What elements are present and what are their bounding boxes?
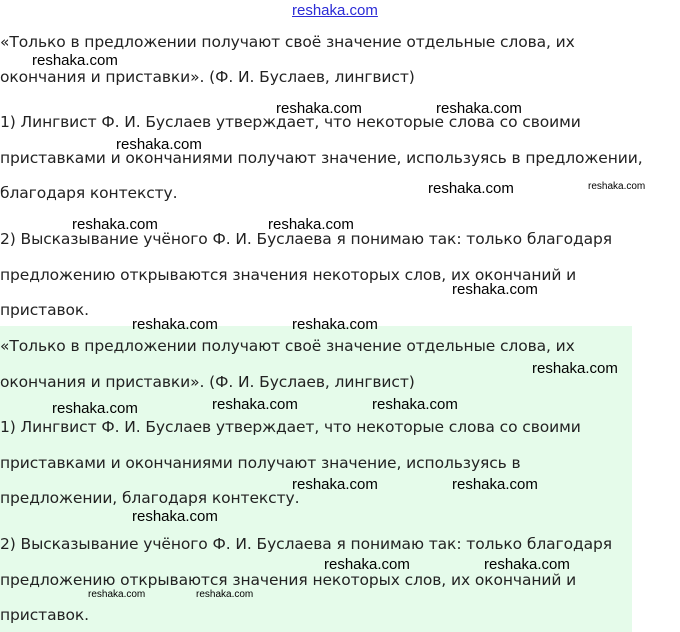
hl-quote-line-1: «Только в предложении получают своё значение отдельные слова, их (0, 337, 575, 355)
watermark: reshaka.com (292, 476, 378, 493)
hl-paragraph-2-line-3: приставок. (0, 606, 90, 624)
paragraph-2-line-1: 2) Высказывание учёного Ф. И. Буслаева я понимаю так: только благодаря (0, 230, 612, 248)
hl-paragraph-2-line-1: 2) Высказывание учёного Ф. И. Буслаева я понимаю так: только благодаря (0, 535, 612, 553)
paragraph-2-line-3: приставок. (0, 301, 90, 319)
watermark: reshaka.com (132, 508, 218, 525)
watermark: reshaka.com (268, 216, 354, 233)
watermark: reshaka.com (116, 136, 202, 153)
hl-paragraph-1-line-2: приставками и окончаниями получают значение, используясь в (0, 454, 521, 472)
paragraph-2-line-2: предложению открываются значения некоторых слов, их окончаний и (0, 266, 577, 284)
watermark: reshaka.com (588, 181, 646, 192)
hl-paragraph-1-line-3: предложении, благодаря контексту. (0, 489, 300, 507)
watermark: reshaka.com (452, 281, 538, 298)
watermark: reshaka.com (292, 316, 378, 333)
site-link[interactable]: reshaka.com (292, 2, 378, 19)
hl-paragraph-1-line-1: 1) Лингвист Ф. И. Буслаев утверждает, что некоторые слова со своими (0, 418, 581, 436)
watermark: reshaka.com (88, 589, 146, 600)
watermark: reshaka.com (196, 589, 254, 600)
watermark: reshaka.com (372, 396, 458, 413)
watermark: reshaka.com (52, 400, 138, 417)
hl-paragraph-2-line-2: предложению открываются значения некоторых слов, их окончаний и (0, 571, 577, 589)
watermark: reshaka.com (276, 100, 362, 117)
watermark: reshaka.com (532, 360, 618, 377)
watermark: reshaka.com (132, 316, 218, 333)
watermark: reshaka.com (324, 556, 410, 573)
watermark: reshaka.com (32, 52, 118, 69)
watermark: reshaka.com (428, 180, 514, 197)
paragraph-1-line-2: приставками и окончаниями получают значение, используясь в предложении, (0, 149, 643, 167)
watermark: reshaka.com (212, 396, 298, 413)
quote-line-1: «Только в предложении получают своё значение отдельные слова, их (0, 33, 575, 51)
quote-line-2: окончания и приставки». (Ф. И. Буслаев, лингвист) (0, 68, 415, 86)
paragraph-1-line-1: 1) Лингвист Ф. И. Буслаев утверждает, что некоторые слова со своими (0, 113, 581, 131)
paragraph-1-line-3: благодаря контексту. (0, 184, 178, 202)
watermark: reshaka.com (484, 556, 570, 573)
watermark: reshaka.com (72, 216, 158, 233)
hl-quote-line-2: окончания и приставки». (Ф. И. Буслаев, лингвист) (0, 373, 415, 391)
watermark: reshaka.com (452, 476, 538, 493)
watermark: reshaka.com (436, 100, 522, 117)
